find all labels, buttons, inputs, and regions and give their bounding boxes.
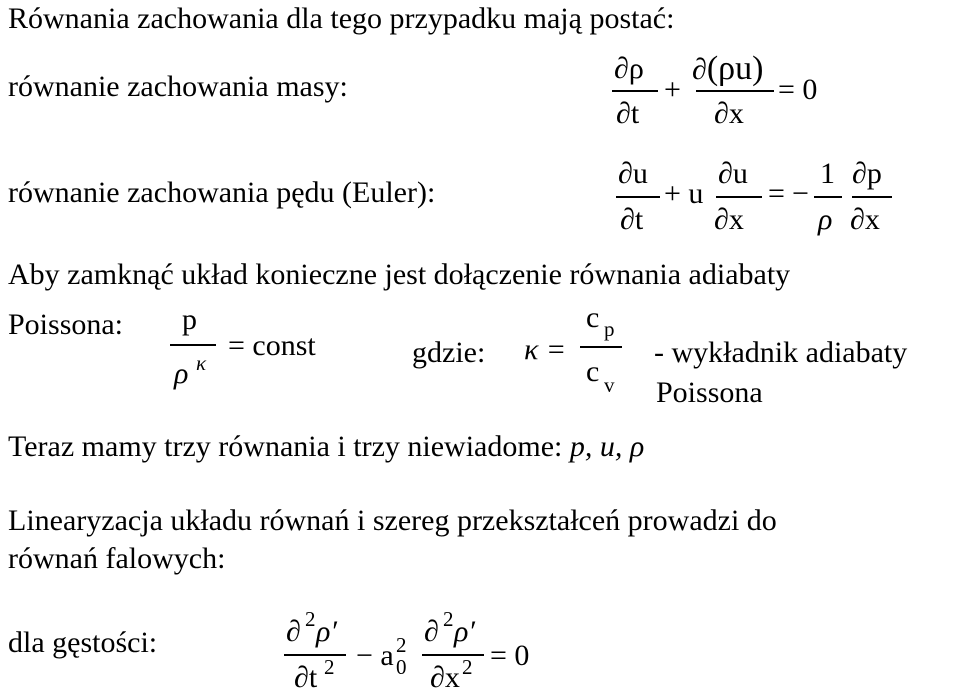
adiabat-text: Aby zamknąć układ konieczne jest dołączenie równania adiabaty <box>8 258 791 291</box>
mom-eq: = <box>768 177 785 210</box>
mom-num-1: ∂u <box>618 157 648 190</box>
mom-bar-1 <box>616 196 660 198</box>
mom-num-4: ∂p <box>852 157 882 190</box>
linearization-text-2: równań falowych: <box>8 542 226 575</box>
poisson-exp: κ <box>196 351 207 375</box>
unknowns-text <box>8 430 644 464</box>
mom-bar-3 <box>814 196 842 198</box>
linearization-text-1: Linearyzacja układu równań i szereg przekształceń prowadzi do <box>8 504 777 537</box>
wave-num2-sup: 2 <box>443 607 454 631</box>
mass-rhs: = 0 <box>778 73 818 106</box>
kappa-symbol: κ = <box>524 333 567 366</box>
wave-den2-sup: 2 <box>462 655 473 679</box>
wave-num1: ∂ <box>286 615 301 648</box>
wave-a-sub: 0 <box>396 655 407 679</box>
wave-minus-a: − a <box>356 639 394 672</box>
mass-equation-label: równanie zachowania masy: <box>8 70 348 103</box>
poisson-den: ρ <box>174 357 189 390</box>
poisson-label: Poissona: <box>8 308 124 341</box>
gdzie-label: gdzie: <box>412 336 486 369</box>
momentum-equation-label: równanie zachowania pędu (Euler): <box>8 176 436 209</box>
mass-fraction-bar-2 <box>696 90 774 92</box>
unknowns-text-main: Teraz mamy trzy równania i trzy niewiadome: <box>8 430 570 463</box>
wave-bar-1 <box>284 654 346 656</box>
wave-num1-rho: ρ′ <box>316 615 337 648</box>
wave-den1: ∂t <box>294 661 318 694</box>
wave-den1-sup: 2 <box>324 655 335 679</box>
wave-num2-rho: ρ′ <box>454 615 475 648</box>
mom-den-3: ρ <box>818 203 833 236</box>
mom-bar-4 <box>852 196 892 198</box>
mass-num-2b: (ρu) <box>706 50 764 87</box>
kappa-den-sub: v <box>604 373 615 397</box>
wave-num1-sup: 2 <box>305 607 316 631</box>
mass-fraction-bar-1 <box>612 90 658 92</box>
mom-den-4: ∂x <box>850 203 880 236</box>
kappa-den-c: c <box>586 355 600 388</box>
wave-den2: ∂x <box>430 661 460 694</box>
wave-rhs: = 0 <box>490 639 530 672</box>
poisson-rhs: = const <box>228 329 316 362</box>
mass-den-2: ∂x <box>714 97 744 130</box>
mass-num-1: ∂ρ <box>614 52 644 85</box>
heading: Równania zachowania dla tego przypadku mają postać: <box>8 2 675 35</box>
mom-bar-2 <box>716 196 762 198</box>
kappa-num-c: c <box>586 301 600 334</box>
mass-num-2a: ∂ <box>692 53 707 86</box>
unknowns-vars: p, u, ρ <box>569 430 645 463</box>
mom-den-2: ∂x <box>714 203 744 236</box>
mom-plus-u: + u <box>664 177 704 210</box>
kappa-bar <box>580 346 622 348</box>
kappa-description-1: - wykładnik adiabaty <box>654 336 908 369</box>
mom-minus: − <box>792 177 809 210</box>
kappa-description-2: Poissona <box>656 376 763 409</box>
wave-bar-2 <box>422 654 484 656</box>
mom-num-3: 1 <box>820 157 835 190</box>
wave-equation-label: dla gęstości: <box>8 626 158 659</box>
mom-den-1: ∂t <box>620 203 644 236</box>
poisson-num: p <box>182 303 197 336</box>
mass-plus: + <box>664 73 681 106</box>
wave-num2: ∂ <box>424 615 439 648</box>
kappa-num-sub: p <box>604 317 615 341</box>
wave-a-sup: 2 <box>396 633 407 657</box>
poisson-bar <box>170 344 216 346</box>
mass-den-1: ∂t <box>616 97 640 130</box>
mom-num-2: ∂u <box>718 157 748 190</box>
